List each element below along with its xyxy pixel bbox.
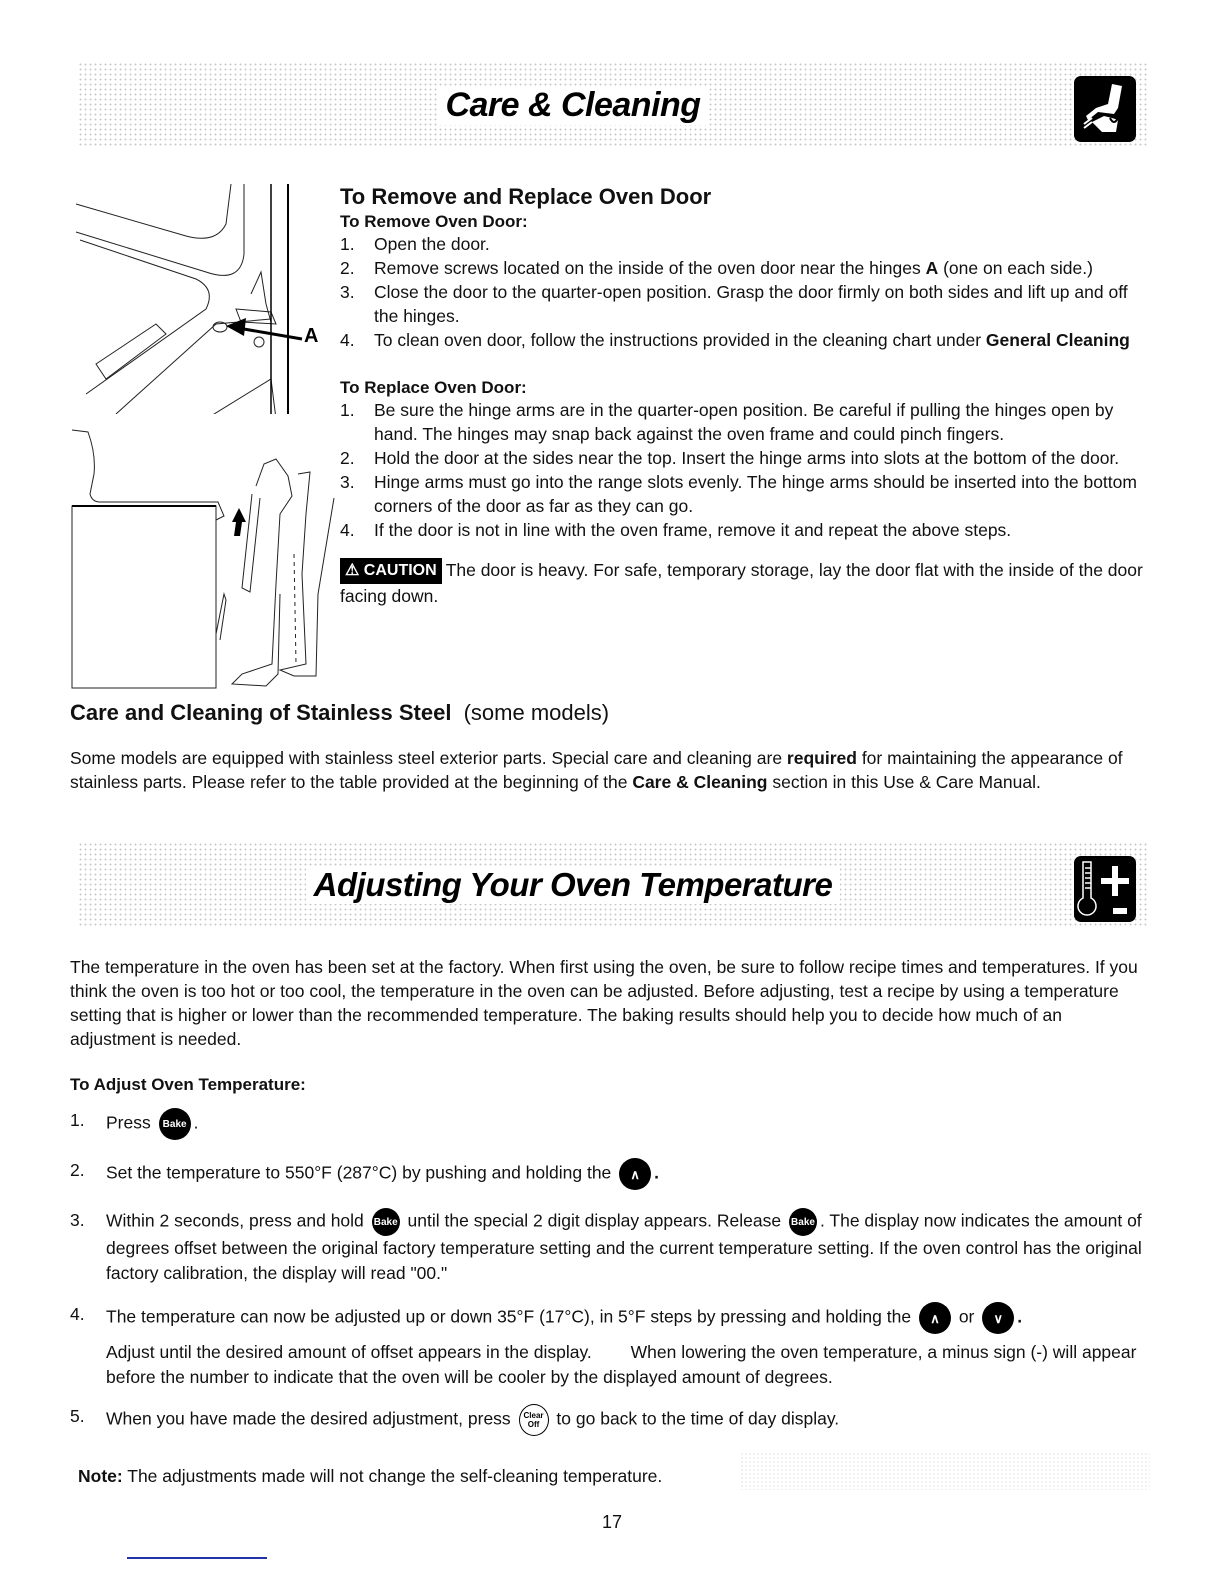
down-arrow-button-icon: ∨ xyxy=(982,1302,1014,1334)
bake-button-icon: Bake xyxy=(159,1108,191,1140)
list-item: 4. To clean oven door, follow the instructions provided in the cleaning chart under General Cleaning xyxy=(340,330,1130,350)
list-item: 2. Remove screws located on the inside of the oven door near the hinges A (one on each side.) xyxy=(340,258,1093,278)
remove-replace-door-section xyxy=(340,184,1152,608)
adjust-steps xyxy=(70,1108,1152,1436)
stainless-heading: Care and Cleaning of Stainless Steel xyxy=(70,700,452,725)
section-heading: To Remove and Replace Oven Door xyxy=(340,184,712,209)
adjust-temperature-banner xyxy=(78,842,1148,928)
section-title: Care & Cleaning xyxy=(437,86,708,125)
thermometer-plus-minus-icon xyxy=(1074,856,1136,922)
note xyxy=(78,1464,662,1488)
remove-door-steps xyxy=(340,232,1152,352)
bake-button-icon: Bake xyxy=(789,1208,817,1236)
footer-rule xyxy=(127,1557,267,1559)
adjust-temperature-section xyxy=(70,955,1152,1095)
list-item: 1. Be sure the hinge arms are in the quarter-open position. Be careful if pulling the hinges open by hand. The hinges may snap back against the oven frame and could pinch fingers. xyxy=(340,400,1114,444)
page-number: 17 xyxy=(601,1512,623,1532)
list-item: 2. Hold the door at the sides near the top. Insert the hinge arms into slots at the bottom of the door. xyxy=(340,448,1120,468)
list-item: 3. Close the door to the quarter-open position. Grasp the door firmly on both sides and lift up and off the hinges. xyxy=(340,282,1128,326)
section-title: Adjusting Your Oven Temperature xyxy=(306,866,841,904)
note-text: The adjustments made will not change the self-cleaning temperature. xyxy=(122,1466,663,1486)
list-item: 2. Set the temperature to 550°F (287°C) by pushing and holding the ∧ . xyxy=(70,1158,1152,1190)
up-arrow-button-icon: ∧ xyxy=(619,1158,651,1190)
adjust-heading: To Adjust Oven Temperature: xyxy=(70,1075,306,1094)
hinge-illustration xyxy=(66,184,326,414)
stainless-paragraph: Some models are equipped with stainless steel exterior parts. Special care and cleaning are required for maintaining the appearance of stainless parts. Please refer to the table provided at the beginning of the Care & Cleaning section in this Use & Care Manual. xyxy=(70,748,1123,792)
list-item: 3. Hinge arms must go into the range slots evenly. The hinge arms should be inserted into the bottom corners of the door as far as they can go. xyxy=(340,472,1137,516)
bake-button-icon: Bake xyxy=(372,1208,400,1236)
stainless-steel-section xyxy=(70,700,1152,794)
list-item: 3. Within 2 seconds, press and hold Bake until the special 2 digit display appears. Release Bake . The display now indicates the amount of degrees offset between the original factory temperature setting and the current temperature setting. If the oven control has the original factory calibration, the display will read "00." xyxy=(70,1210,1142,1283)
cleaning-hand-icon xyxy=(1074,76,1136,142)
list-item: 1. Open the door. xyxy=(340,234,490,254)
list-item: 4. The temperature can now be adjusted up or down 35°F (17°C), in 5°F steps by pressing and holding the ∧ or ∨ . Adjust until the desired amount of offset appears in the display. When lowering the oven temperature, a minus sign (-) will appear before the number to indicate that the oven will be cooler by the displayed amount of degrees. xyxy=(70,1304,1142,1387)
note-label: Note: xyxy=(78,1466,123,1486)
list-item: 1. Press Bake . xyxy=(70,1108,1152,1140)
replace-door-illustration xyxy=(66,424,336,692)
replace-door-steps xyxy=(340,398,1152,542)
list-item: 4. If the door is not in line with the oven frame, remove it and repeat the above steps. xyxy=(340,520,1012,540)
note-decoration xyxy=(740,1452,1150,1490)
caution-badge: ⚠ CAUTION xyxy=(340,558,442,584)
replace-door-heading: To Replace Oven Door: xyxy=(340,378,527,397)
up-arrow-button-icon: ∧ xyxy=(919,1302,951,1334)
caution-note: ⚠ CAUTION The door is heavy. For safe, temporary storage, lay the door flat with the inside of the door facing down. xyxy=(340,560,1143,606)
list-item: 5. When you have made the desired adjustment, press Clear Off to go back to the time of day display. xyxy=(70,1404,1152,1436)
remove-door-heading: To Remove Oven Door: xyxy=(340,212,528,231)
care-cleaning-banner xyxy=(78,62,1148,148)
stainless-heading-suffix: (some models) xyxy=(463,700,610,725)
clear-off-button-icon: Clear Off xyxy=(519,1404,549,1436)
figure-label-a: A xyxy=(304,325,319,347)
intro-paragraph: The temperature in the oven has been set at the factory. When first using the oven, be sure to follow recipe times and temperatures. If you think the oven is too hot or too cool, the temperature in the oven can be adjusted. Before adjusting, test a recipe by using a temperature setting that is higher or lower than the recommended temperature. The baking results should help you to decide how much of an adjustment is needed. xyxy=(70,957,1138,1049)
